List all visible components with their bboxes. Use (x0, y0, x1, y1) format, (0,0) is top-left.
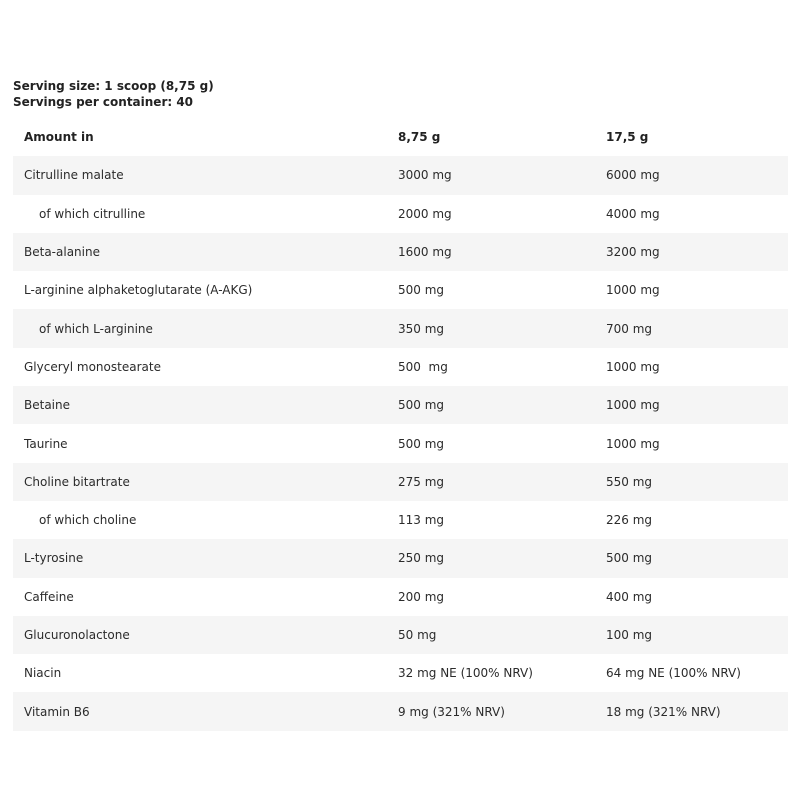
table-row (13, 271, 788, 309)
ingredient-name: Vitamin B6 (24, 704, 90, 719)
table-row (13, 233, 788, 271)
header-serving-1: 8,75 g (398, 130, 441, 145)
table-row (13, 501, 788, 539)
ingredient-name: Choline bitartrate (24, 474, 130, 489)
amount-serving-2: 100 mg (606, 628, 653, 642)
amount-serving-2: 1000 mg (606, 283, 660, 298)
amount-serving-1: 200 mg (398, 589, 445, 604)
amount-serving-2: 500 mg (606, 551, 653, 566)
table-row (13, 539, 788, 577)
ingredient-name: Niacin (24, 666, 62, 681)
amount-serving-2: 1000 mg (606, 359, 660, 374)
serving-size: Serving size: 1 scoop (8,75 g) (13, 79, 214, 93)
amount-serving-2: 64 mg NE (100% NRV) (606, 666, 741, 681)
amount-serving-2: 18 mg (321% NRV) (606, 704, 721, 719)
table-row (13, 195, 788, 233)
table-row (13, 692, 788, 730)
ingredient-name: of which choline (39, 513, 137, 528)
ingredient-name: Betaine (24, 398, 70, 413)
amount-serving-2: 4000 mg (606, 206, 660, 221)
amount-serving-1: 500 mg (398, 359, 448, 374)
amount-serving-1: 1600 mg (398, 245, 452, 260)
ingredient-name: Glucuronolactone (24, 628, 130, 642)
table-row (13, 309, 788, 347)
amount-serving-1: 500 mg (398, 283, 445, 298)
amount-serving-2: 400 mg (606, 589, 653, 604)
amount-serving-2: 226 mg (606, 513, 653, 528)
servings-per-container: Servings per container: 40 (13, 95, 194, 109)
table-row (13, 654, 788, 692)
table-row (13, 386, 788, 424)
header-serving-2: 17,5 g (606, 130, 649, 145)
amount-serving-1: 9 mg (321% NRV) (398, 704, 505, 719)
amount-serving-2: 1000 mg (606, 398, 660, 413)
amount-serving-2: 550 mg (606, 474, 653, 489)
ingredient-name: L-arginine alphaketoglutarate (A-AKG) (24, 283, 253, 298)
amount-serving-1: 500 mg (398, 398, 445, 413)
ingredient-name: L-tyrosine (24, 551, 84, 566)
header-amount-in: Amount in (24, 130, 94, 145)
ingredient-name: Taurine (24, 436, 68, 451)
ingredient-name: of which L-arginine (39, 321, 153, 336)
serving-info (13, 78, 214, 110)
amount-serving-2: 700 mg (606, 321, 653, 336)
table-row (13, 463, 788, 501)
table-row (13, 424, 788, 462)
table-row (13, 156, 788, 194)
amount-serving-1: 3000 mg (398, 168, 452, 183)
amount-serving-2: 3200 mg (606, 245, 660, 260)
nutrition-table (13, 118, 788, 731)
amount-serving-1: 275 mg (398, 474, 445, 489)
amount-serving-2: 6000 mg (606, 168, 660, 183)
amount-serving-1: 500 mg (398, 436, 445, 451)
amount-serving-1: 50 mg (398, 628, 437, 642)
ingredient-name: Beta-alanine (24, 245, 100, 260)
ingredient-name: of which citrulline (39, 206, 146, 221)
amount-serving-1: 32 mg NE (100% NRV) (398, 666, 533, 681)
ingredient-name: Citrulline malate (24, 168, 124, 183)
amount-serving-1: 250 mg (398, 551, 445, 566)
amount-serving-1: 350 mg (398, 321, 445, 336)
amount-serving-1: 2000 mg (398, 206, 452, 221)
ingredient-name: Glyceryl monostearate (24, 359, 161, 374)
ingredient-name: Caffeine (24, 589, 74, 604)
table-header-row (13, 118, 788, 156)
amount-serving-2: 1000 mg (606, 436, 660, 451)
table-row (13, 348, 788, 386)
table-row (13, 578, 788, 616)
table-row (13, 616, 788, 654)
amount-serving-1: 113 mg (398, 513, 445, 528)
